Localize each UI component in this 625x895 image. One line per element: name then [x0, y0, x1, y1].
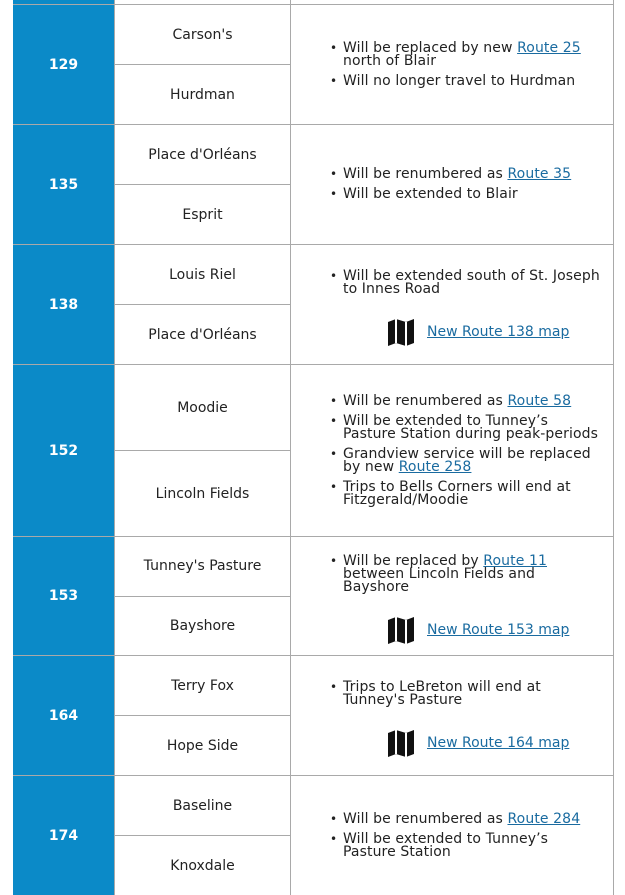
note-item [343, 810, 605, 827]
route-link[interactable]: Route 258 [398, 458, 472, 475]
note-item [343, 39, 605, 69]
stop-name: Carson's [172, 26, 233, 43]
route-number-cell: 135 [13, 125, 114, 244]
stop-name: Louis Riel [169, 266, 236, 283]
notes-cell [290, 365, 614, 536]
route-link[interactable]: Route 284 [507, 810, 581, 827]
stops-cell [114, 776, 290, 895]
stop-name: Place d'Orléans [148, 146, 257, 163]
note-text: Will be replaced by [343, 552, 484, 569]
notes-list [321, 388, 605, 514]
note-item [343, 552, 605, 595]
note-text-after: between Lincoln Fields and Bayshore [343, 565, 536, 595]
note-text: Trips to LeBreton will end at Tunney's Pasture [343, 678, 541, 708]
stops-cell [114, 125, 290, 244]
route-number-cell: 129 [13, 5, 114, 124]
note-item [343, 168, 605, 181]
route-number-cell: 174 [13, 776, 114, 895]
table-row [13, 655, 614, 775]
stop-name: Hurdman [115, 64, 290, 124]
note-item [343, 267, 605, 297]
table-row [13, 775, 614, 895]
stops-cell [114, 245, 290, 364]
map-link-label[interactable]: New Route 164 map [427, 734, 570, 751]
note-item [343, 830, 605, 860]
route-number-cell: 152 [13, 365, 114, 536]
note-text: Will be extended to Blair [343, 186, 518, 202]
route-number-cell: 164 [13, 656, 114, 775]
stops-cell [114, 365, 290, 536]
note-text: Grandview service will be replaced by new [343, 445, 591, 475]
note-text: Trips to Bells Corners will end at Fitzgerald/Moodie [343, 478, 571, 508]
notes-list [321, 548, 605, 601]
notes-list [321, 806, 605, 866]
stops-cell [114, 656, 290, 775]
notes-cell [290, 245, 614, 364]
notes-cell [290, 656, 614, 775]
notes-list [321, 263, 605, 303]
route-link[interactable]: Route 25 [517, 39, 581, 56]
stop-name: Baseline [172, 797, 233, 814]
stop-name: Tunney's Pasture [143, 558, 262, 575]
stop-name: Terry Fox [171, 677, 234, 694]
table-row [13, 124, 614, 244]
map-icon [386, 728, 416, 758]
notes-cell [290, 537, 614, 655]
notes-cell [290, 776, 614, 895]
note-text: Will be extended to Tunney’s Pasture Station during peak-periods [343, 412, 599, 442]
stop-name: Place d'Orléans [115, 304, 290, 364]
stop-name: Bayshore [115, 596, 290, 656]
notes-list [321, 161, 605, 208]
table-row [13, 364, 614, 536]
note-text: Will be extended south of St. Joseph to Innes Road [343, 267, 600, 297]
notes-list [321, 674, 605, 714]
notes-cell [290, 5, 614, 124]
note-text: Will be replaced by new [343, 39, 518, 56]
note-item [343, 478, 605, 508]
map-link[interactable] [386, 615, 605, 645]
note-text: Will be extended to Tunney’s Pasture Station [343, 830, 549, 860]
stop-name: Moodie [177, 399, 228, 416]
stops-cell [114, 537, 290, 655]
note-text: Will be renumbered as [343, 810, 508, 827]
stop-name: Esprit [115, 184, 290, 244]
route-rows [13, 4, 614, 895]
note-item [343, 678, 605, 708]
map-link[interactable] [386, 317, 605, 347]
note-text: Will be renumbered as [343, 392, 508, 409]
stop-name: Knoxdale [115, 835, 290, 895]
note-text-after: north of Blair [343, 52, 437, 69]
stop-name: Hope Side [115, 715, 290, 775]
note-text: Will no longer travel to Hurdman [343, 72, 576, 89]
map-link-label[interactable]: New Route 138 map [427, 323, 570, 340]
note-item [343, 188, 605, 201]
map-icon [386, 615, 416, 645]
table-row [13, 536, 614, 655]
route-link[interactable]: Route 35 [507, 166, 572, 182]
stop-name: Lincoln Fields [115, 450, 290, 536]
notes-list [321, 35, 605, 95]
note-item [343, 72, 605, 89]
note-item [343, 392, 605, 409]
notes-cell [290, 125, 614, 244]
route-link[interactable]: Route 58 [507, 392, 572, 409]
note-item [343, 445, 605, 475]
route-number-cell: 153 [13, 537, 114, 655]
map-link[interactable] [386, 728, 605, 758]
note-text: Will be renumbered as [343, 166, 508, 182]
route-link[interactable]: Route 11 [483, 552, 548, 569]
map-icon [386, 317, 416, 347]
route-number-cell: 138 [13, 245, 114, 364]
stops-cell [114, 5, 290, 124]
table-row [13, 4, 614, 124]
note-item [343, 412, 605, 442]
table-row [13, 244, 614, 364]
map-link-label[interactable]: New Route 153 map [427, 621, 570, 638]
